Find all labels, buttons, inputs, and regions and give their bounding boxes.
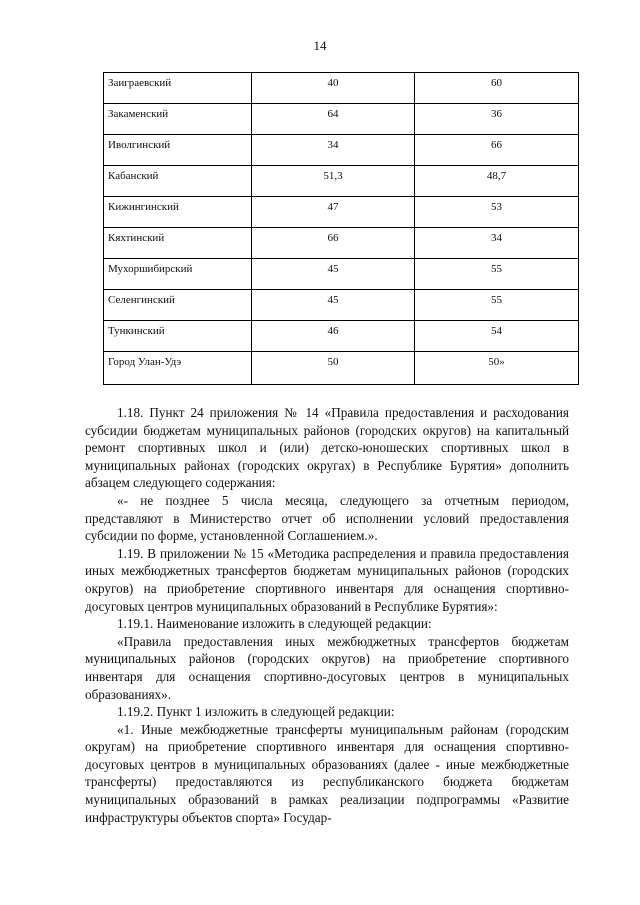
value-cell: 40 <box>252 73 415 104</box>
value-cell: 50» <box>415 352 579 385</box>
paragraph-1-18-quote: «- не позднее 5 числа месяца, следующего за отчетным периодом, представляют в Министерство отчет об исполнении условий предоставления субсидии по форме, установленной Соглашением.». <box>85 492 569 544</box>
table-row <box>104 135 579 166</box>
value-cell: 45 <box>252 290 415 321</box>
table-row <box>104 104 579 135</box>
value-cell: 60 <box>415 73 579 104</box>
value-cell: 54 <box>415 321 579 352</box>
table-row <box>104 228 579 259</box>
district-cell: Иволгинский <box>104 135 252 166</box>
table-row <box>104 166 579 197</box>
table-row <box>104 352 579 385</box>
document-body <box>85 404 569 826</box>
district-cell: Мухоршибирский <box>104 259 252 290</box>
value-cell: 55 <box>415 259 579 290</box>
district-cell: Тункинский <box>104 321 252 352</box>
table-row <box>104 73 579 104</box>
district-cell: Кабанский <box>104 166 252 197</box>
paragraph-1-19-2-quote: «1. Иные межбюджетные трансферты муниципальным районам (городским округам) на приобретение спортивного инвентаря для оснащения спортивно-досуговых центров в муниципальных образованиях (далее - иные межбюджетные трансферты) предоставляются из республиканского бюджета бюджетам муниципальных образований в рамках реализации подпрограммы «Развитие инфраструктуры объектов спорта» Государ- <box>85 721 569 825</box>
value-cell: 66 <box>415 135 579 166</box>
district-cell: Заиграевский <box>104 73 252 104</box>
value-cell: 34 <box>415 228 579 259</box>
value-cell: 48,7 <box>415 166 579 197</box>
value-cell: 34 <box>252 135 415 166</box>
value-cell: 47 <box>252 197 415 228</box>
page-number: 14 <box>313 38 327 53</box>
value-cell: 46 <box>252 321 415 352</box>
value-cell: 55 <box>415 290 579 321</box>
value-cell: 64 <box>252 104 415 135</box>
table-row <box>104 259 579 290</box>
district-cell: Кяхтинский <box>104 228 252 259</box>
paragraph-1-19: 1.19. В приложении № 15 «Методика распределения и правила предоставления иных межбюджетных трансфертов бюджетам муниципальных районов (городских округов) на приобретение спортивного инвентаря для оснащения спортивно-досуговых центров муниципальных образований в Республике Бурятия»: <box>85 545 569 614</box>
paragraph-1-18: 1.18. Пункт 24 приложения № 14 «Правила предоставления и расходования субсидии бюджетам муниципальных районов (городских округов) на капитальный ремонт спортивных школ и (или) детско-юношеских спортивных школ в муниципальных районах (городских округах) в Республике Бурятия» дополнить абзацем следующего содержания: <box>85 405 569 491</box>
table-row <box>104 321 579 352</box>
paragraph-1-19-1: 1.19.1. Наименование изложить в следующей редакции: <box>117 616 432 632</box>
table-row <box>104 197 579 228</box>
district-cell: Закаменский <box>104 104 252 135</box>
paragraph-1-19-1-quote: «Правила предоставления иных межбюджетных трансфертов бюджетам муниципальных районов (городских округов) на приобретение спортивного инвентаря для оснащения спортивно-досуговых центров в муниципальных образованиях». <box>85 633 569 702</box>
district-cell: Селенгинский <box>104 290 252 321</box>
value-cell: 45 <box>252 259 415 290</box>
distribution-table <box>103 72 579 385</box>
district-cell: Город Улан-Удэ <box>104 352 252 385</box>
value-cell: 36 <box>415 104 579 135</box>
value-cell: 53 <box>415 197 579 228</box>
table-row <box>104 290 579 321</box>
value-cell: 50 <box>252 352 415 385</box>
paragraph-1-19-2: 1.19.2. Пункт 1 изложить в следующей редакции: <box>117 704 395 720</box>
district-cell: Кижингинский <box>104 197 252 228</box>
value-cell: 51,3 <box>252 166 415 197</box>
value-cell: 66 <box>252 228 415 259</box>
